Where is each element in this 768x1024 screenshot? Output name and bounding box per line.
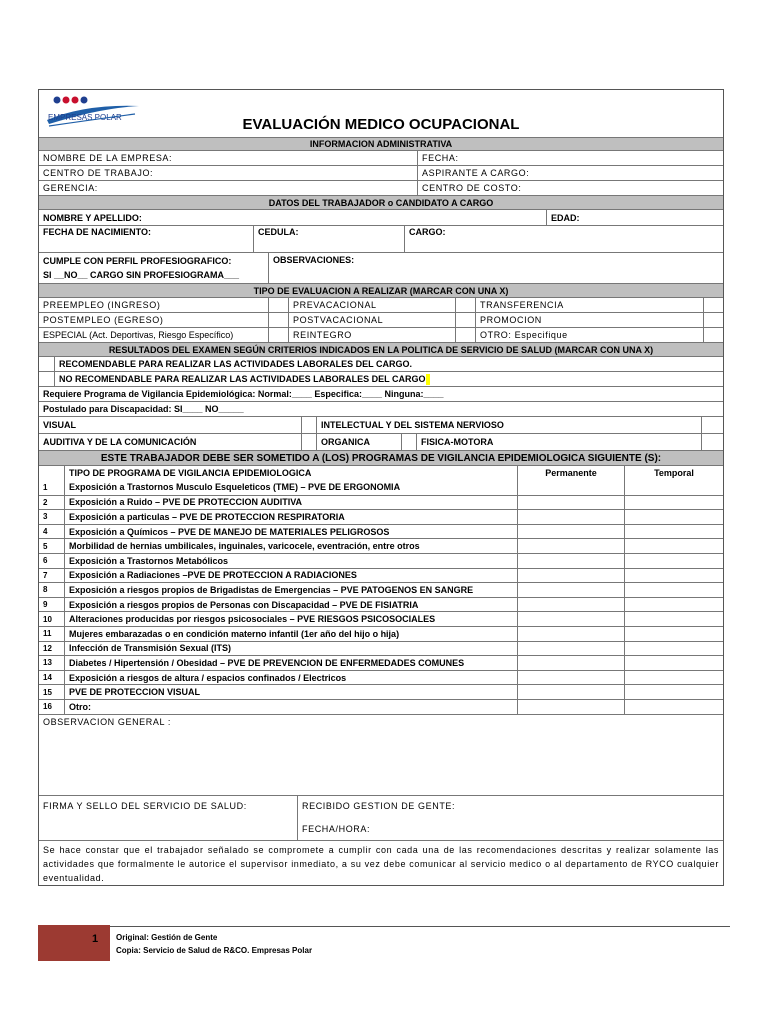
results-row-no-recomendable [39, 371, 723, 386]
program-row [39, 611, 723, 626]
program-number: 5 [43, 541, 48, 551]
program-temporal-check[interactable] [624, 598, 723, 612]
intelectual-label: INTELECTUAL Y DEL SISTEMA NERVIOSO [316, 417, 701, 433]
program-label: Morbilidad de hernias umbilicales, inguinales, varicocele, eventración, entre otros [64, 539, 517, 553]
eval-row-1 [39, 297, 723, 312]
program-permanente-check[interactable] [517, 569, 624, 583]
program-row [39, 641, 723, 656]
program-number: 2 [43, 497, 48, 507]
program-number: 13 [43, 658, 52, 668]
eval-preempleo: PREEMPLEO (INGRESO) [43, 300, 161, 310]
programs-permanente-col: Permanente [517, 466, 624, 480]
perfil-line-2: SI __NO__ CARGO SIN PROFESIOGRAMA___ [43, 270, 240, 280]
logo-text: EMPRESAS POLAR [48, 113, 122, 122]
worker-header-label: DATOS DEL TRABAJADOR o CANDIDATO A CARGO [39, 196, 723, 209]
program-label: Mujeres embarazadas o en condición materno infantil (1er año del hijo o hija) [64, 627, 517, 641]
auditiva-check[interactable] [301, 434, 316, 450]
page-number: 1 [92, 933, 99, 945]
admin-row-3 [39, 180, 723, 195]
no-recomendable-label [54, 372, 723, 386]
cedula-field[interactable]: CEDULA: [253, 226, 404, 252]
program-temporal-check[interactable] [624, 612, 723, 626]
program-number: 15 [43, 687, 52, 697]
program-label: PVE DE PROTECCION VISUAL [64, 685, 517, 699]
program-label: Exposición a Trastornos Metabólicos [64, 554, 517, 568]
results-row-discapacidad [39, 401, 723, 416]
program-number: 9 [43, 600, 48, 610]
eval-prevacacional: PREVACACIONAL [288, 298, 455, 312]
program-label: Exposición a Trastornos Musculo Esqueleticos (TME) – PVE DE ERGONOMIA [64, 480, 517, 495]
centro-costo-field[interactable]: CENTRO DE COSTO: [417, 181, 723, 195]
results-header-label: RESULTADOS DEL EXAMEN SEGÚN CRITERIOS INDICADOS EN LA POLITICA DE SERVICIO DE SALUD (MARCAR CON UNA X) [39, 343, 723, 356]
program-permanente-check[interactable] [517, 510, 624, 524]
program-label: Alteraciones producidas por riesgos psicosociales – PVE RIESGOS PSICOSOCIALES [64, 612, 517, 626]
program-label: Exposición a Químicos – PVE DE MANEJO DE MATERIALES PELIGROSOS [64, 525, 517, 539]
program-permanente-check[interactable] [517, 539, 624, 553]
fisica-label: FISICA-MOTORA [416, 434, 701, 450]
eval-especial-check[interactable] [268, 328, 288, 342]
results-row-recomendable [39, 356, 723, 371]
program-temporal-check[interactable] [624, 480, 723, 495]
section-admin-header [39, 137, 723, 150]
program-permanente-check[interactable] [517, 554, 624, 568]
eval-promocion: PROMOCION [475, 313, 703, 327]
program-temporal-check[interactable] [624, 554, 723, 568]
program-permanente-check[interactable] [517, 496, 624, 510]
program-number: 12 [43, 643, 52, 653]
program-temporal-check[interactable] [624, 510, 723, 524]
programs-list [39, 480, 723, 714]
discapacidad-field[interactable]: Postulado para Discapacidad: SI____ NO_____ [43, 404, 244, 414]
program-label: Exposición a Radiaciones –PVE DE PROTECCION A RADIACIONES [64, 569, 517, 583]
program-number: 6 [43, 556, 48, 566]
program-permanente-check[interactable] [517, 525, 624, 539]
worker-row-2 [39, 225, 723, 252]
eval-row-2 [39, 312, 723, 327]
no-recomendable-check[interactable] [39, 372, 54, 386]
firma-field[interactable]: FIRMA Y SELLO DEL SERVICIO DE SALUD: [43, 800, 247, 811]
footer-color-block [38, 925, 110, 961]
program-permanente-check[interactable] [517, 627, 624, 641]
visual-label: VISUAL [43, 420, 77, 430]
program-row [39, 626, 723, 641]
footer-divider [110, 926, 730, 927]
program-number: 11 [43, 629, 52, 639]
program-label: Exposición a riesgos de altura / espacios confinados / Electricos [64, 671, 517, 685]
program-temporal-check[interactable] [624, 496, 723, 510]
program-label: Exposición a riesgos propios de Personas con Discapacidad – PVE DE FISIATRIA [64, 598, 517, 612]
program-temporal-check[interactable] [624, 685, 723, 699]
program-row [39, 538, 723, 553]
program-row [39, 582, 723, 597]
program-row [39, 699, 723, 714]
perfil-line-1: CUMPLE CON PERFIL PROFESIOGRAFICO: [43, 256, 232, 266]
program-temporal-check[interactable] [624, 700, 723, 714]
program-number: 8 [43, 585, 48, 595]
eval-otro-check[interactable] [703, 328, 723, 342]
footer-original: Original: Gestión de Gente [116, 933, 218, 942]
aspirante-field[interactable]: ASPIRANTE A CARGO: [417, 166, 723, 180]
programs-temporal-col: Temporal [624, 466, 723, 480]
program-temporal-check[interactable] [624, 656, 723, 670]
program-row [39, 568, 723, 583]
eval-prevacacional-check[interactable] [455, 298, 475, 312]
centro-trabajo-field[interactable]: CENTRO DE TRABAJO: [43, 168, 154, 178]
eval-transferencia-check[interactable] [703, 298, 723, 312]
declaracion-row [39, 840, 723, 885]
admin-row-2 [39, 165, 723, 180]
gerencia-field[interactable]: GERENCIA: [43, 183, 98, 193]
eval-preempleo-check[interactable] [268, 298, 288, 312]
program-label: Exposición a particulas – PVE DE PROTECCION RESPIRATORIA [64, 510, 517, 524]
program-permanente-check[interactable] [517, 700, 624, 714]
eval-row-3 [39, 327, 723, 342]
eval-postvacacional-check[interactable] [455, 313, 475, 327]
observacion-general-field[interactable]: OBSERVACION GENERAL : [43, 716, 171, 727]
program-row [39, 553, 723, 568]
footer-copia: Copia: Servicio de Salud de R&CO. Empresas Polar [116, 946, 313, 955]
program-row [39, 655, 723, 670]
cargo-field[interactable]: CARGO: [404, 226, 723, 252]
program-temporal-check[interactable] [624, 642, 723, 656]
program-row [39, 670, 723, 685]
section-results-header [39, 342, 723, 356]
program-temporal-check[interactable] [624, 583, 723, 597]
footer-distribution [116, 931, 312, 957]
program-number: 16 [43, 702, 52, 712]
program-temporal-check[interactable] [624, 671, 723, 685]
eval-postempleo-check[interactable] [268, 313, 288, 327]
admin-row-1 [39, 150, 723, 165]
nacimiento-field[interactable]: FECHA DE NACIMIENTO: [43, 227, 151, 237]
program-temporal-check[interactable] [624, 569, 723, 583]
eval-especial: ESPECIAL (Act. Deportivas, Riesgo Específico) [43, 330, 234, 340]
eval-promocion-check[interactable] [703, 313, 723, 327]
form-header [39, 90, 723, 137]
vigilancia-field[interactable]: Requiere Programa de Vigilancia Epidemiológica: Normal:____ Especifica:____ Ninguna:____ [43, 389, 444, 399]
organica-label: ORGANICA [316, 434, 401, 450]
visual-check[interactable] [301, 417, 316, 433]
auditiva-label: AUDITIVA Y DE LA COMUNICACIÓN [43, 437, 197, 447]
section-worker-header [39, 195, 723, 209]
recomendable-check[interactable] [39, 357, 54, 371]
observacion-general-row [39, 714, 723, 795]
program-label: Exposición a riesgos propios de Brigadistas de Emergencias – PVE PATOGENOS EN SANGRE [64, 583, 517, 597]
highlight-mark [426, 374, 430, 385]
recomendable-label: RECOMENDABLE PARA REALIZAR LAS ACTIVIDADES LABORALES DEL CARGO. [54, 357, 723, 371]
medical-evaluation-form [38, 89, 724, 886]
empresa-field[interactable]: NOMBRE DE LA EMPRESA: [43, 153, 173, 163]
declaracion-text: Se hace constar que el trabajador señalado se compromete a cumplir con cada una de las recomendaciones descritas y realizar solamente las actividades que formalmente le autorice el supervisor inmediato, a su vez debe comunicar al servicio medico o al departamento de RYCO cualquier eventualidad. [43, 844, 719, 883]
eval-header-label: TIPO DE EVALUACION A REALIZAR (MARCAR CON UNA X) [39, 284, 723, 297]
program-number: 7 [43, 570, 48, 580]
no-recomendable-text: NO RECOMENDABLE PARA REALIZAR LAS ACTIVIDADES LABORALES DEL CARGO [59, 374, 426, 384]
program-temporal-check[interactable] [624, 627, 723, 641]
program-permanente-check[interactable] [517, 598, 624, 612]
intelectual-check[interactable] [701, 417, 723, 433]
eval-reintegro-check[interactable] [455, 328, 475, 342]
eval-postempleo: POSTEMPLEO (EGRESO) [43, 315, 164, 325]
recibido-label: RECIBIDO GESTION DE GENTE: [302, 800, 456, 811]
fisica-check[interactable] [701, 434, 723, 450]
eval-transferencia: TRANSFERENCIA [475, 298, 703, 312]
program-permanente-check[interactable] [517, 671, 624, 685]
program-temporal-check[interactable] [624, 525, 723, 539]
programs-type-col: TIPO DE PROGRAMA DE VIGILANCIA EPIDEMIOLOGICA [64, 466, 517, 480]
programs-column-header [39, 465, 723, 480]
worker-row-1 [39, 209, 723, 225]
organica-check[interactable] [401, 434, 416, 450]
results-row-auditiva [39, 433, 723, 450]
programs-header-label: ESTE TRABAJADOR DEBE SER SOMETIDO A (LOS) PROGRAMAS DE VIGILANCIA EPIDEMIOLOGICA SIGUIENTE (S): [39, 451, 723, 465]
program-permanente-check[interactable] [517, 612, 624, 626]
perfil-field[interactable] [39, 253, 268, 283]
program-row [39, 524, 723, 539]
nombre-field[interactable]: NOMBRE Y APELLIDO: [43, 212, 142, 223]
page-title: EVALUACIÓN MEDICO OCUPACIONAL [242, 116, 520, 133]
fecha-hora-label: FECHA/HORA: [302, 823, 371, 834]
eval-postvacacional: POSTVACACIONAL [288, 313, 455, 327]
signatures-row [39, 795, 723, 840]
section-programs-header [39, 450, 723, 465]
program-row [39, 597, 723, 612]
program-permanente-check[interactable] [517, 656, 624, 670]
program-row [39, 480, 723, 495]
eval-reintegro: REINTEGRO [288, 328, 455, 342]
edad-field[interactable]: EDAD: [546, 210, 723, 225]
program-permanente-check[interactable] [517, 642, 624, 656]
results-row-visual [39, 416, 723, 433]
recibido-field[interactable] [297, 796, 723, 840]
program-row [39, 495, 723, 510]
fecha-field[interactable]: FECHA: [417, 151, 723, 165]
programs-num-col [39, 466, 64, 480]
program-label: Exposición a Ruido – PVE DE PROTECCION AUDITIVA [64, 496, 517, 510]
program-label: Otro: [64, 700, 517, 714]
program-number: 3 [43, 512, 48, 522]
program-row [39, 684, 723, 699]
section-eval-header [39, 283, 723, 297]
program-label: Diabetes / Hipertensión / Obesidad – PVE DE PREVENCION DE ENFERMEDADES COMUNES [64, 656, 517, 670]
worker-row-3 [39, 252, 723, 283]
program-number: 1 [43, 482, 48, 492]
program-permanente-check[interactable] [517, 685, 624, 699]
program-permanente-check[interactable] [517, 583, 624, 597]
program-label: Infección de Transmisión Sexual (ITS) [64, 642, 517, 656]
observaciones-field[interactable]: OBSERVACIONES: [268, 253, 723, 283]
program-number: 4 [43, 527, 48, 537]
admin-header-label: INFORMACION ADMINISTRATIVA [39, 138, 723, 150]
program-row [39, 509, 723, 524]
program-number: 14 [43, 673, 52, 683]
program-number: 10 [43, 614, 52, 624]
program-temporal-check[interactable] [624, 539, 723, 553]
eval-otro: OTRO: Especifique [475, 328, 703, 342]
program-permanente-check[interactable] [517, 480, 624, 495]
results-row-vigilancia [39, 386, 723, 401]
